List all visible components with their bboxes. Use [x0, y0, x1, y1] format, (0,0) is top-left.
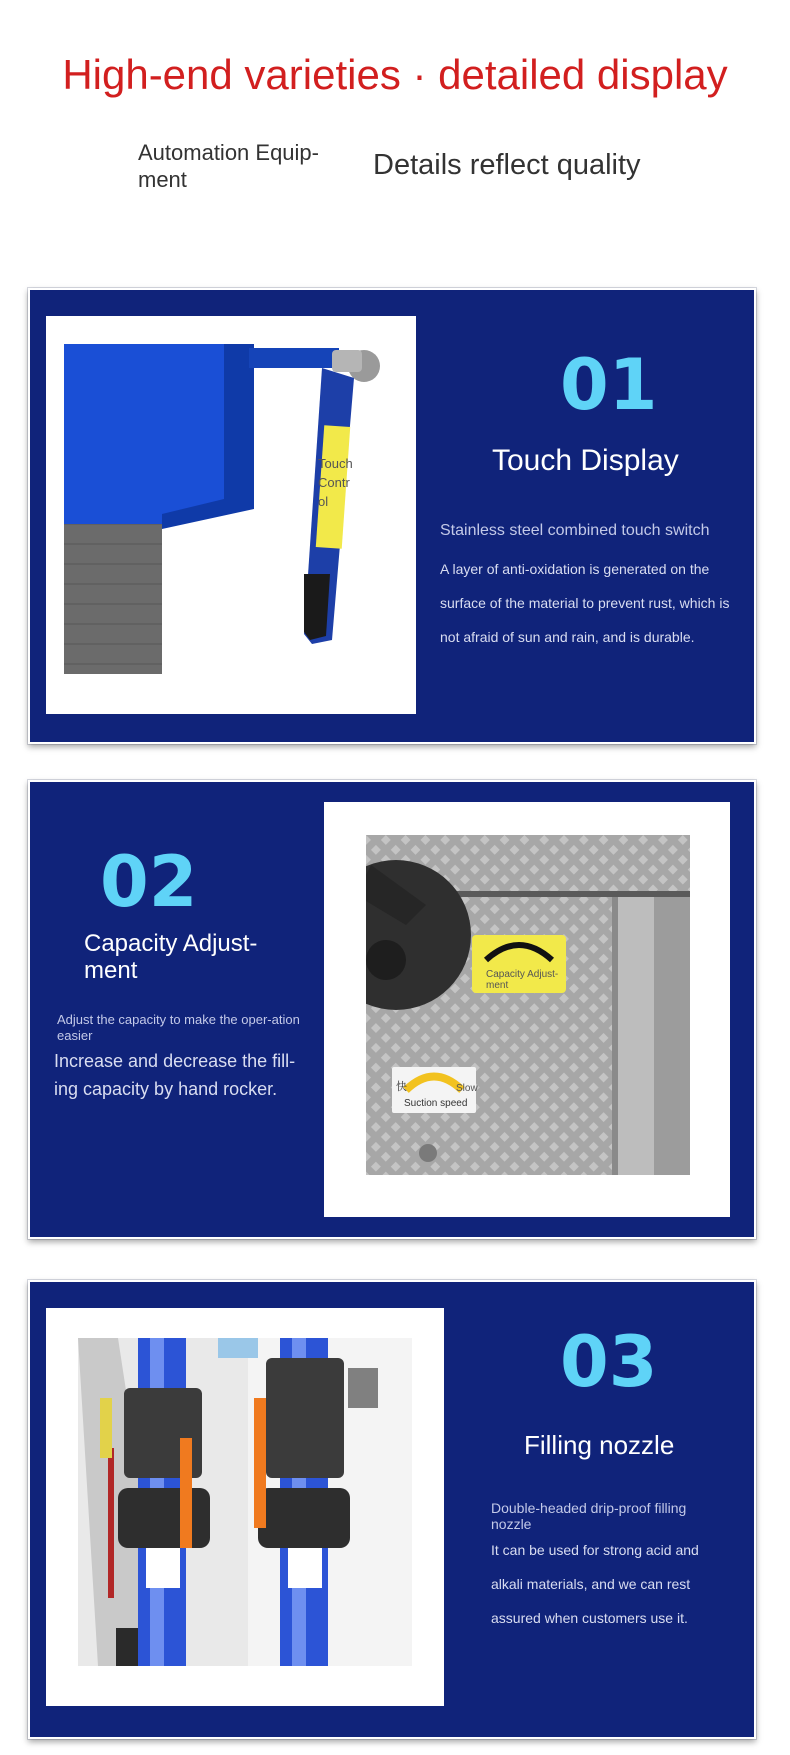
capacity-rocker-photo	[366, 835, 690, 1175]
section-number: 03	[560, 1321, 658, 1403]
section-heading: Touch Display	[492, 444, 679, 477]
feature-panel-touch-display	[28, 288, 756, 744]
capacity-sticker-label: Capacity Adjust-ment	[486, 969, 559, 991]
section-heading: Filling nozzle	[524, 1430, 675, 1460]
section-heading: Capacity Adjust-ment	[84, 930, 258, 984]
slow-speed-label: Slow	[456, 1083, 478, 1094]
feature-panel-filling-nozzle	[28, 1280, 756, 1739]
feature-panel-capacity-adjustment	[28, 780, 756, 1239]
fast-speed-label: 快	[396, 1081, 407, 1093]
touch-control-label: Touch Control	[318, 456, 353, 509]
photo-frame	[324, 802, 730, 1217]
section-lead: Adjust the capacity to make the oper-ation easier	[57, 1012, 300, 1043]
page-title: High-end varieties · detailed display	[62, 51, 728, 98]
section-lead: Stainless steel combined touch switch	[440, 522, 710, 539]
section-number: 02	[100, 841, 198, 923]
touch-switch-photo	[64, 344, 394, 674]
photo-frame	[46, 316, 416, 714]
section-number: 01	[560, 344, 658, 426]
filling-nozzle-photo	[78, 1338, 412, 1666]
section-body: Increase and decrease the fill-ing capacity by hand rocker.	[54, 1051, 296, 1099]
photo-frame	[46, 1308, 444, 1706]
section-body: A layer of anti-oxidation is generated on the surface of the material to prevent rust, which is not afraid of sun and rain, and is durable.	[440, 561, 730, 645]
section-body: It can be used for strong acid and alkali materials, and we can rest assured when customers use it.	[491, 1542, 699, 1626]
suction-speed-label: Suction speed	[404, 1098, 468, 1109]
subtitle-quality: Details reflect quality	[373, 149, 641, 181]
subtitle-automation: Automation Equip-ment	[138, 140, 319, 192]
section-lead: Double-headed drip-proof filling nozzle	[491, 1500, 687, 1532]
